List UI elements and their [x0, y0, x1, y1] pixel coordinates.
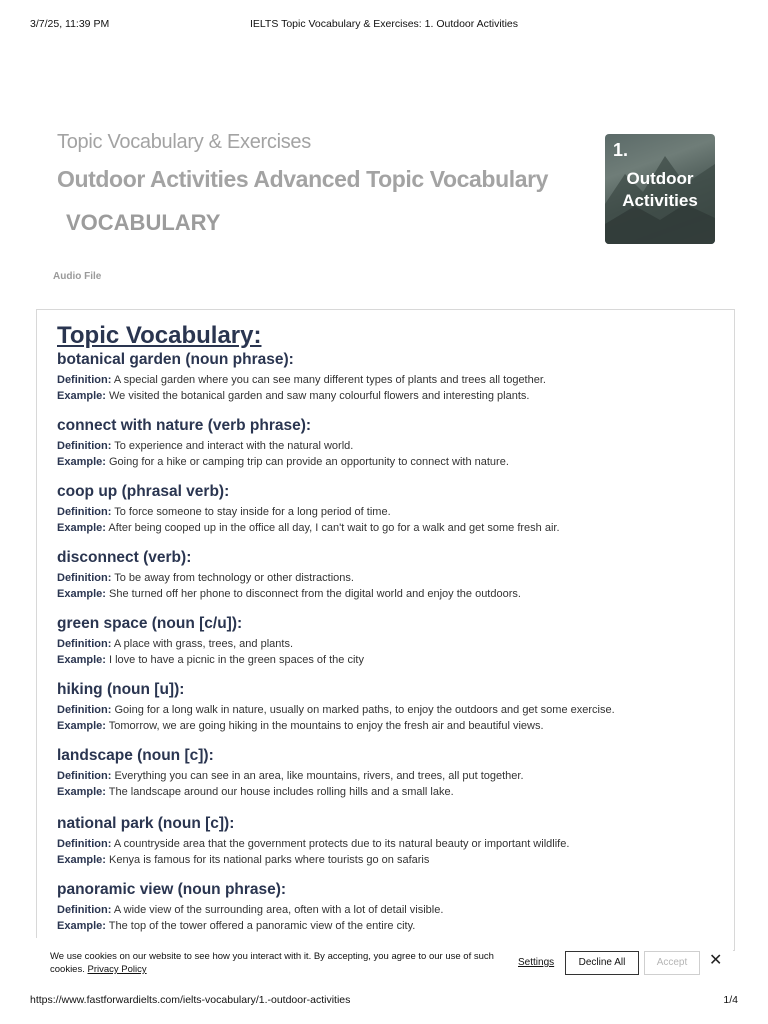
- example-text: After being cooped up in the office all day, I can't wait to go for a walk and get some fresh air.: [108, 522, 560, 534]
- example-line: [57, 784, 717, 800]
- example-line: [57, 852, 717, 868]
- example-text: The top of the tower offered a panoramic view of the entire city.: [108, 920, 416, 932]
- example-label: Example:: [57, 786, 106, 798]
- cookie-message: [50, 950, 505, 976]
- page-category-title: Topic Vocabulary & Exercises: [57, 131, 311, 153]
- example-line: [57, 520, 717, 536]
- vocabulary-entry: [57, 681, 717, 734]
- example-line: [57, 454, 717, 470]
- vocabulary-card: [36, 309, 735, 951]
- section-title: VOCABULARY: [66, 210, 221, 235]
- lesson-caption-line-1: Outdoor: [626, 169, 694, 188]
- example-text: The landscape around our house includes rolling hills and a small lake.: [108, 786, 454, 798]
- definition-text: A countryside area that the government protects due to its natural beauty or important wildlife.: [113, 838, 570, 850]
- definition-text: Going for a long walk in nature, usually on marked paths, to enjoy the outdoors and get some exercise.: [114, 704, 615, 716]
- example-label: Example:: [57, 390, 106, 402]
- example-line: [57, 388, 717, 404]
- lesson-caption: [605, 168, 715, 212]
- example-label: Example:: [57, 920, 106, 932]
- definition-text: A special garden where you can see many different types of plants and trees all together.: [113, 374, 546, 386]
- decline-all-button[interactable]: Decline All: [565, 951, 639, 975]
- definition-line: [57, 836, 717, 852]
- example-label: Example:: [57, 854, 106, 866]
- example-text: Tomorrow, we are going hiking in the mountains to enjoy the fresh air and beautiful views.: [108, 720, 544, 732]
- definition-line: [57, 902, 717, 918]
- definition-text: To be away from technology or other distractions.: [114, 572, 354, 584]
- vocabulary-entry: [57, 815, 717, 868]
- print-document-title: IELTS Topic Vocabulary & Exercises: 1. Outdoor Activities: [249, 18, 519, 30]
- accept-button[interactable]: Accept: [644, 951, 700, 975]
- vocabulary-term: national park (noun [c]):: [57, 815, 235, 832]
- vocabulary-term: connect with nature (verb phrase):: [57, 417, 312, 434]
- example-label: Example:: [57, 456, 106, 468]
- example-text: She turned off her phone to disconnect from the digital world and enjoy the outdoors.: [108, 588, 521, 600]
- example-label: Example:: [57, 522, 106, 534]
- definition-label: Definition:: [57, 838, 112, 850]
- definition-line: [57, 372, 717, 388]
- definition-line: [57, 504, 717, 520]
- definition-line: [57, 438, 717, 454]
- vocabulary-heading: Topic Vocabulary:: [57, 322, 262, 349]
- vocabulary-entry: [57, 881, 717, 934]
- definition-text: A place with grass, trees, and plants.: [113, 638, 293, 650]
- vocabulary-term: coop up (phrasal verb):: [57, 483, 230, 500]
- cookie-banner: [36, 938, 733, 990]
- definition-label: Definition:: [57, 506, 112, 518]
- definition-label: Definition:: [57, 638, 112, 650]
- example-label: Example:: [57, 720, 106, 732]
- definition-line: [57, 768, 717, 784]
- print-header: [0, 18, 768, 34]
- vocabulary-term: landscape (noun [c]):: [57, 747, 214, 764]
- vocabulary-entry: [57, 549, 717, 602]
- example-line: [57, 586, 717, 602]
- lesson-thumbnail: [605, 134, 715, 244]
- definition-line: [57, 702, 717, 718]
- lesson-number: 1.: [613, 140, 629, 160]
- example-label: Example:: [57, 654, 106, 666]
- definition-label: Definition:: [57, 904, 112, 916]
- vocabulary-entry: [57, 747, 717, 800]
- cookie-message-text: We use cookies on our website to see how you interact with it. By accepting, you agree to our use of such cookies.: [50, 951, 494, 975]
- example-line: [57, 652, 717, 668]
- example-text: I love to have a picnic in the green spaces of the city: [108, 654, 364, 666]
- print-date: 3/7/25, 11:39 PM: [30, 18, 110, 30]
- definition-line: [57, 636, 717, 652]
- vocabulary-term: hiking (noun [u]):: [57, 681, 185, 698]
- definition-label: Definition:: [57, 704, 112, 716]
- vocabulary-term: disconnect (verb):: [57, 549, 192, 566]
- privacy-policy-link[interactable]: Privacy Policy: [87, 964, 147, 975]
- example-text: Kenya is famous for its national parks where tourists go on safaris: [108, 854, 430, 866]
- example-line: [57, 918, 717, 934]
- example-text: Going for a hike or camping trip can provide an opportunity to connect with nature.: [108, 456, 509, 468]
- vocabulary-term: panoramic view (noun phrase):: [57, 881, 287, 898]
- vocabulary-entry: [57, 417, 717, 470]
- vocabulary-entry: [57, 483, 717, 536]
- page-title: Outdoor Activities Advanced Topic Vocabulary: [57, 166, 549, 192]
- definition-text: Everything you can see in an area, like mountains, rivers, and trees, all put together.: [114, 770, 524, 782]
- vocabulary-entry: [57, 351, 717, 404]
- example-line: [57, 718, 717, 734]
- vocabulary-entry: [57, 615, 717, 668]
- definition-label: Definition:: [57, 440, 112, 452]
- definition-text: To force someone to stay inside for a long period of time.: [114, 506, 391, 518]
- definition-line: [57, 570, 717, 586]
- definition-label: Definition:: [57, 770, 112, 782]
- definition-label: Definition:: [57, 374, 112, 386]
- example-label: Example:: [57, 588, 106, 600]
- lesson-caption-line-2: Activities: [622, 191, 698, 210]
- definition-text: To experience and interact with the natural world.: [114, 440, 354, 452]
- page-number: 1/4: [723, 994, 738, 1006]
- definition-text: A wide view of the surrounding area, often with a lot of detail visible.: [113, 904, 444, 916]
- audio-file-label: Audio File: [53, 271, 102, 282]
- cookie-settings-link[interactable]: Settings: [518, 957, 555, 968]
- vocabulary-term: botanical garden (noun phrase):: [57, 351, 294, 368]
- page-url: https://www.fastforwardielts.com/ielts-vocabulary/1.-outdoor-activities: [30, 994, 351, 1006]
- print-footer: [0, 994, 768, 1010]
- definition-label: Definition:: [57, 572, 112, 584]
- close-icon[interactable]: ✕: [709, 952, 723, 969]
- example-text: We visited the botanical garden and saw many colourful flowers and interesting plants.: [108, 390, 530, 402]
- vocabulary-term: green space (noun [c/u]):: [57, 615, 243, 632]
